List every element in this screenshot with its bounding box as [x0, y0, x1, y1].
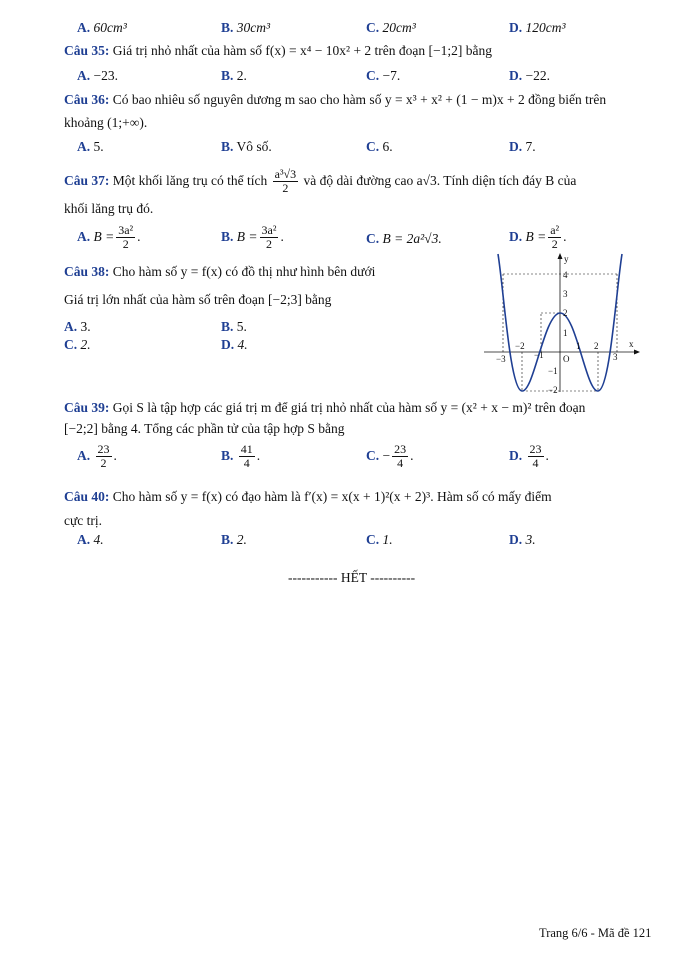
x-tick-3: 3	[613, 352, 618, 362]
origin-label: O	[563, 354, 570, 364]
q35-option-b: B. 2.	[221, 68, 247, 83]
x-tick-minus-1: −1	[534, 350, 544, 360]
q38-option-b: B. 5.	[221, 319, 247, 334]
q35-option-a: A. −23.	[77, 68, 118, 83]
q36-question-line1: Câu 36: Có bao nhiêu số nguyên dương m sao cho hàm số y = x³ + x² + (1 − m)x + 2 đồng biến trên	[64, 92, 607, 107]
q37-option-b: B. B = $\frac{\text{3a²}}{2}$ .	[221, 223, 284, 252]
q40-question-line1: Câu 40: Cho hàm số y = f(x) có đạo hàm là f′(x) = x(x + 1)²(x + 2)³. Hàm số có mấy điểm	[64, 489, 552, 504]
y-axis-arrow	[558, 253, 563, 259]
y-tick-4: 4	[563, 270, 568, 280]
q34-option-d: D. 120cm³	[509, 20, 566, 35]
q37-question-line1: Câu 37: Một khối lăng trụ có thể tích $\frac{\text{a³√3}}{2}$ và độ dài đường cao a√3. Tính diện tích đáy B của	[64, 167, 577, 196]
y-axis-label: y	[564, 254, 569, 264]
q34-option-a: A. 60cm³	[77, 20, 127, 35]
q36-question-line2: khoảng (1;+∞).	[64, 115, 148, 130]
x-tick-minus-2: −2	[515, 341, 525, 351]
y-tick-1: 1	[563, 328, 568, 338]
q40-option-b: B. 2.	[221, 532, 247, 547]
q40-option-d: D. 3.	[509, 532, 536, 547]
page-footer: Trang 6/6 - Mã đề 121	[539, 926, 652, 940]
q39-question-line1: Câu 39: Gọi S là tập hợp các giá trị m để giá trị nhỏ nhất của hàm số y = (x² + x − m)² trên đoạn	[64, 400, 586, 415]
q40-question-line2: cực trị.	[64, 513, 103, 528]
q37-option-c: C. B = 2a²√3.	[366, 231, 442, 246]
y-tick-minus-1: −1	[548, 366, 558, 376]
q34-option-c: C. 20cm³	[366, 20, 416, 35]
q37-option-d: D. B = $\frac{\text{a²}}{2}$ .	[509, 223, 567, 252]
q37-volume-fraction: $\frac{\text{a³√3}}{2}$	[274, 167, 297, 196]
x-tick-2: 2	[594, 341, 599, 351]
q38-function-graph	[482, 252, 642, 394]
q39-option-b: B. $\frac{41}{4}$ .	[221, 442, 261, 471]
x-axis-arrow	[634, 350, 640, 355]
q38-question-line2: Giá trị lớn nhất của hàm số trên đoạn [−2;3] bằng	[64, 292, 332, 307]
q36-option-c: C. 6.	[366, 139, 393, 154]
x-tick-minus-3: −3	[496, 354, 506, 364]
y-tick-2: 2	[563, 308, 568, 318]
q37-option-a: A. B = $\frac{\text{3a²}}{2}$ .	[77, 223, 141, 252]
x-axis-label: x	[629, 339, 634, 349]
q37-question-line2: khối lăng trụ đó.	[64, 201, 154, 216]
q40-option-a: A. 4.	[77, 532, 104, 547]
q36-option-a: A. 5.	[77, 139, 104, 154]
q38-question-line1: Câu 38: Cho hàm số y = f(x) có đồ thị như hình bên dưới	[64, 264, 376, 279]
q40-option-c: C. 1.	[366, 532, 393, 547]
q39-option-a: A. $\frac{23}{2}$ .	[77, 442, 117, 471]
y-tick-3: 3	[563, 289, 568, 299]
q39-question-line2: [−2;2] bằng 4. Tổng các phần tử của tập hợp S bằng	[64, 421, 345, 436]
q39-option-d: D. $\frac{23}{4}$ .	[509, 442, 549, 471]
x-tick-1: 1	[576, 341, 581, 351]
y-tick-minus-2: −2	[548, 385, 558, 394]
q35-option-c: C. −7.	[366, 68, 401, 83]
q36-option-b: B. Vô số.	[221, 139, 272, 154]
q38-option-c: C. 2.	[64, 337, 91, 352]
q39-option-c: C. − $\frac{23}{4}$ .	[366, 442, 414, 471]
q36-option-d: D. 7.	[509, 139, 536, 154]
end-marker: ----------- HẾT ----------	[288, 570, 416, 585]
q38-option-a: A. 3.	[64, 319, 91, 334]
q34-option-b: B. 30cm³	[221, 20, 271, 35]
q35-option-d: D. −22.	[509, 68, 550, 83]
q35-question: Câu 35: Giá trị nhỏ nhất của hàm số f(x) = x⁴ − 10x² + 2 trên đoạn [−1;2] bằng	[64, 43, 493, 58]
q38-option-d: D. 4.	[221, 337, 248, 352]
